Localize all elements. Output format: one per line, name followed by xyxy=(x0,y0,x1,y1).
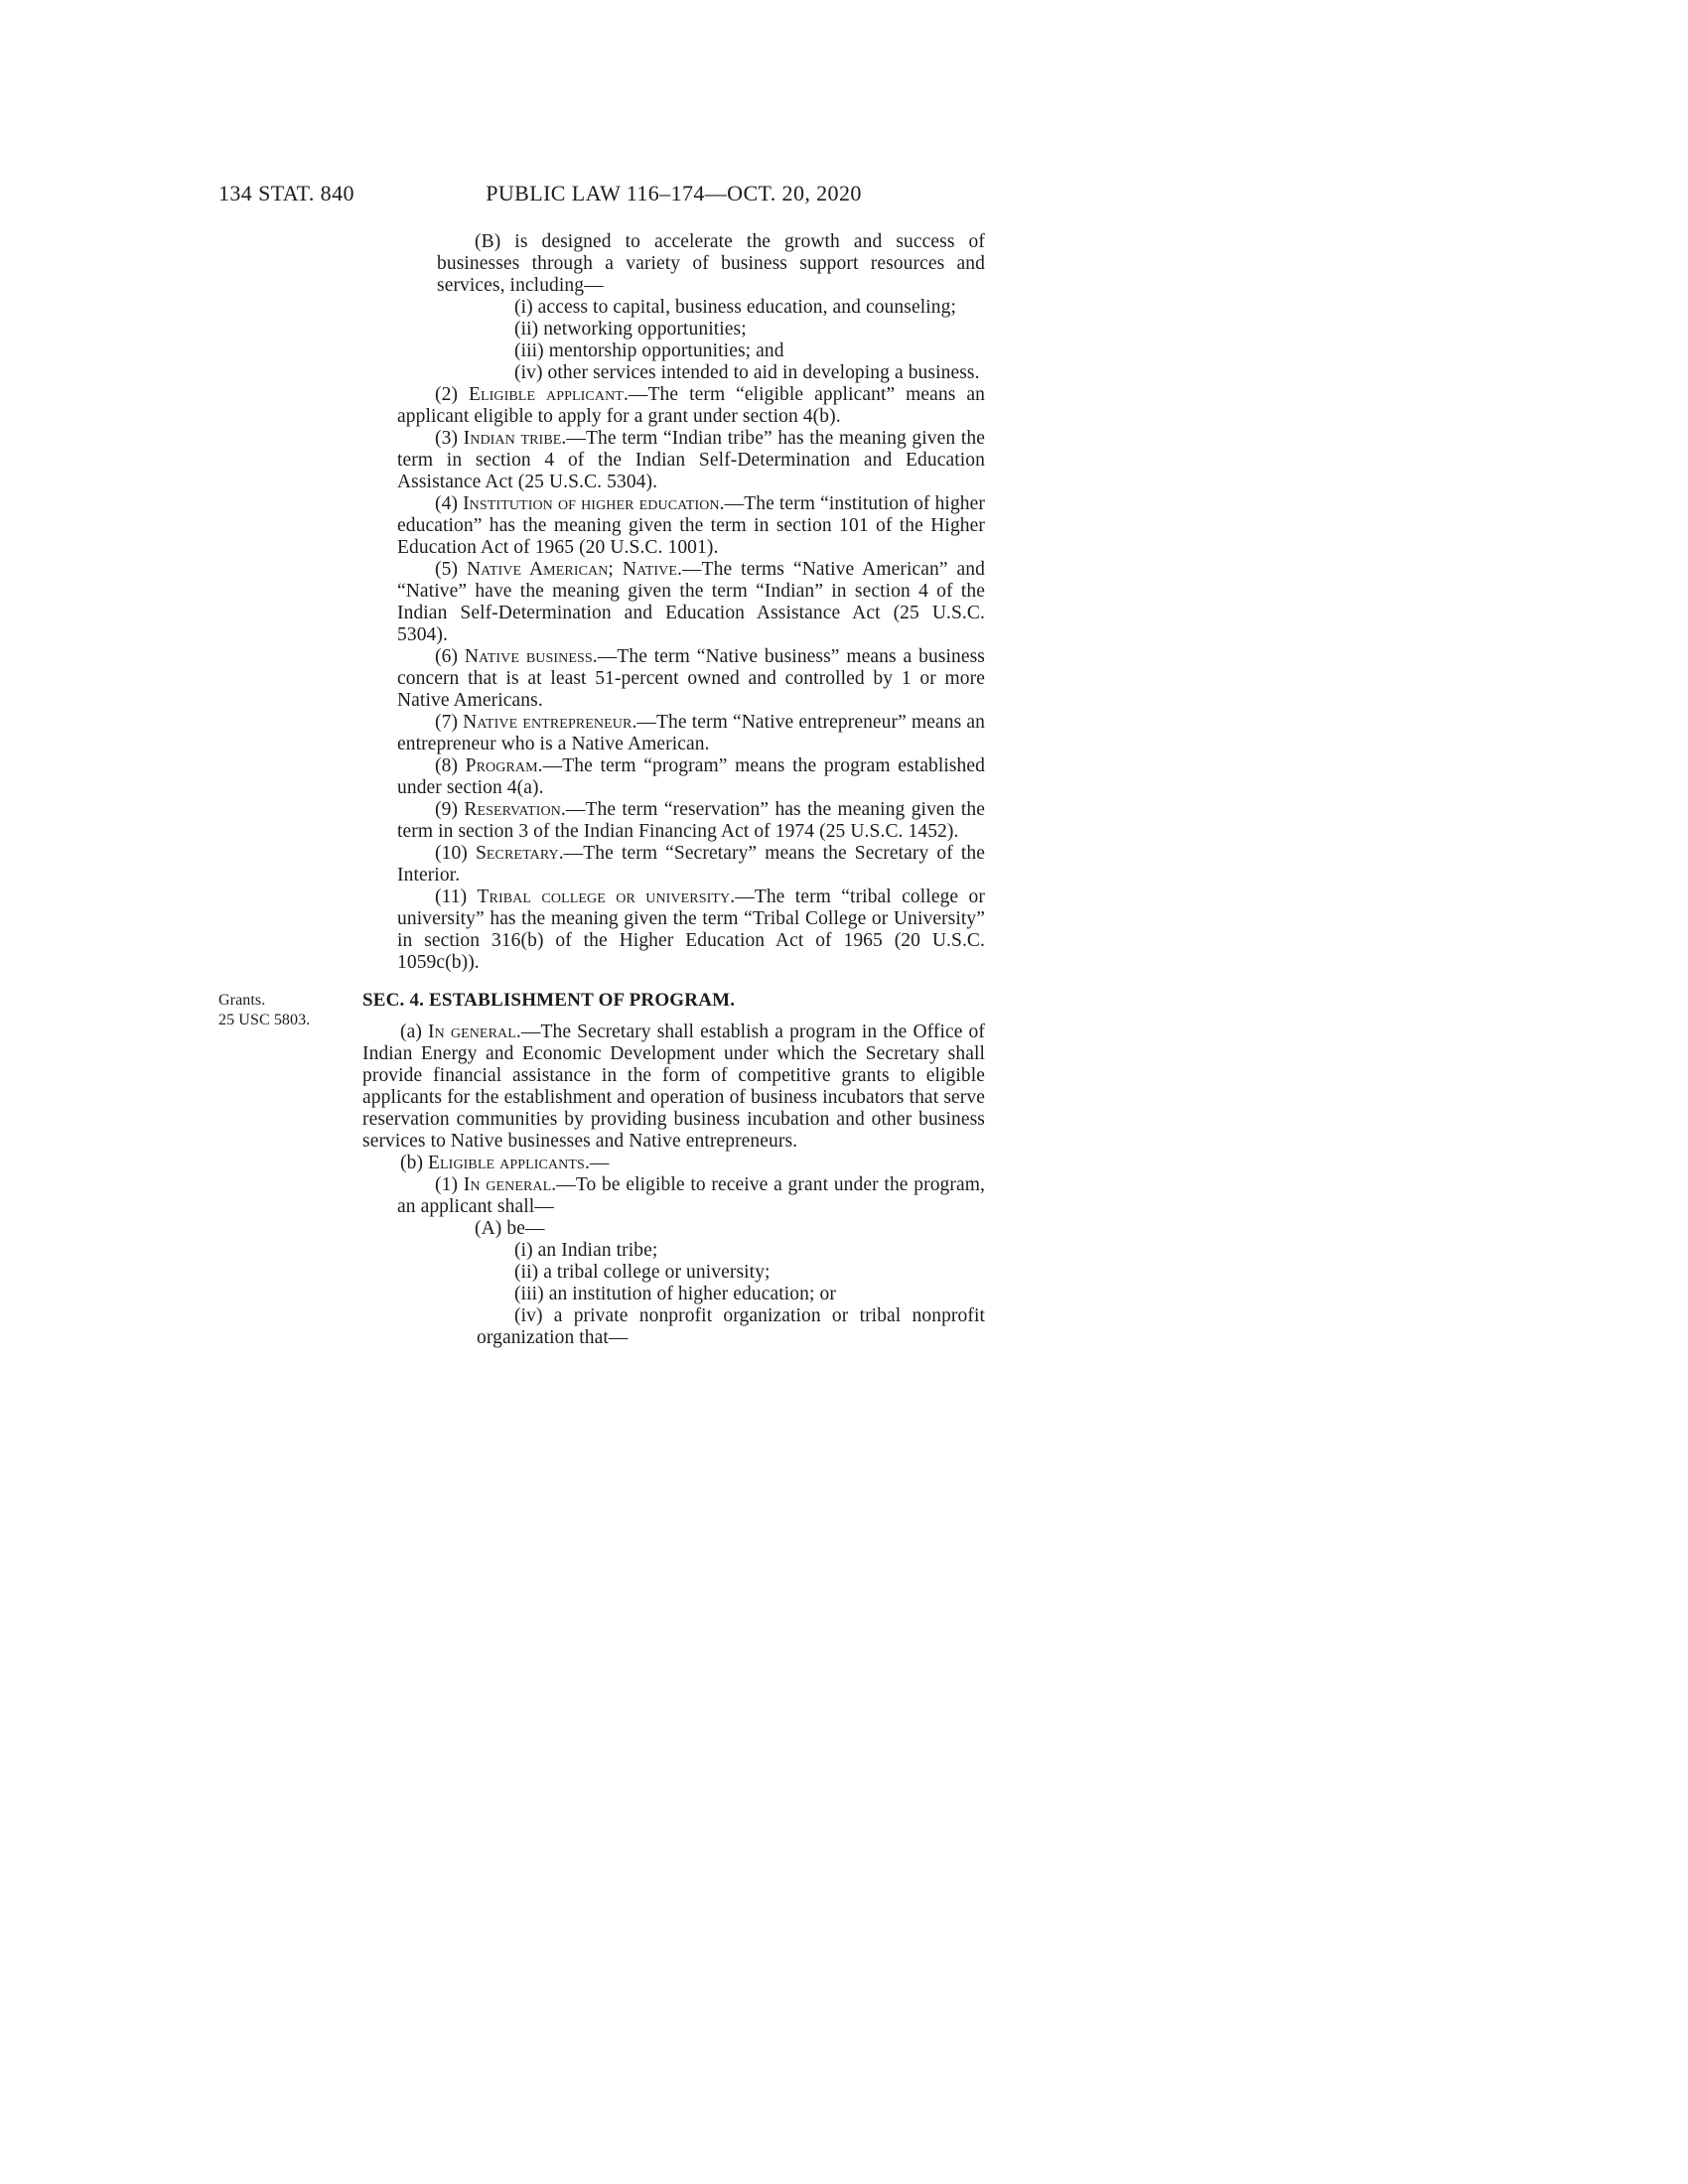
paragraph-text: (b) xyxy=(400,1153,429,1173)
paragraph-text: (11) xyxy=(435,887,478,907)
paragraph-text: (9) xyxy=(435,799,465,820)
paragraph-text: (a) xyxy=(400,1022,428,1042)
defined-term: Native business xyxy=(464,646,593,667)
paragraph-text: (5) xyxy=(435,559,467,580)
paragraph-text: .—The term “institution of higher education” has the meaning given the term in section 101 of the Higher Education Act of 1965 (20 U.S.C. 1001). xyxy=(397,493,985,558)
statute-paragraph xyxy=(362,1305,985,1349)
paragraph-text: (iii) an institution of higher education; or xyxy=(514,1284,836,1304)
statute-paragraph xyxy=(362,1153,985,1174)
paragraph-text: (4) xyxy=(435,493,464,514)
section-heading-text: SEC. 4. ESTABLISHMENT OF PROGRAM. xyxy=(362,990,736,1011)
statute-paragraph xyxy=(362,428,985,493)
paragraph-text: .—The term “reservation” has the meaning given the term in section 3 of the Indian Financing Act of 1974 (25 U.S.C. 1452). xyxy=(397,799,985,842)
statute-paragraph xyxy=(362,559,985,646)
paragraph-text: (8) xyxy=(435,755,466,776)
statute-paragraph xyxy=(362,1174,985,1218)
paragraph-text: (7) xyxy=(435,712,464,733)
paragraph-text: (1) xyxy=(435,1174,464,1195)
defined-term: Eligible applicant xyxy=(468,384,624,405)
statute-paragraph xyxy=(362,231,985,297)
defined-term: In general xyxy=(428,1022,516,1042)
statute-paragraph xyxy=(362,646,985,712)
paragraph-text: (i) an Indian tribe; xyxy=(514,1240,658,1261)
paragraph-text: (iii) mentorship opportunities; and xyxy=(514,341,784,361)
paragraph-text: .—The term “Indian tribe” has the meaning given the term in section 4 of the Indian Self-Determination and Education Assistance Act (25 U.S.C. 5304). xyxy=(397,428,985,492)
paragraph-text: (ii) a tribal college or university; xyxy=(514,1262,771,1283)
paragraph-text: .—The term “Native business” means a business concern that is at least 51-percent owned and controlled by 1 or more Native Americans. xyxy=(397,646,985,711)
paragraph-text: (6) xyxy=(435,646,465,667)
statute-paragraph xyxy=(362,1022,985,1153)
defined-term: In general xyxy=(463,1174,552,1195)
paragraph-text: .—The term “tribal college or university” has the meaning given the term “Tribal College or University” in section 316(b) of the Higher Education Act of 1965 (20 U.S.C. 1059c(b)). xyxy=(397,887,985,973)
paragraph-text: (iv) other services intended to aid in developing a business. xyxy=(514,362,980,383)
paragraph-text: (ii) networking opportunities; xyxy=(514,319,747,340)
defined-term: Secretary xyxy=(475,843,559,864)
statute-paragraph xyxy=(362,1240,985,1262)
paragraph-text: (i) access to capital, business education, and counseling; xyxy=(514,297,956,318)
paragraph-text: (A) be— xyxy=(475,1218,545,1239)
margin-note-line: Grants. xyxy=(218,992,266,1009)
paragraph-text: .—To be eligible to receive a grant under the program, an applicant shall— xyxy=(397,1174,985,1217)
paragraph-text: (2) xyxy=(435,384,469,405)
statute-paragraph xyxy=(362,384,985,428)
defined-term: Tribal college or university xyxy=(477,887,731,907)
statute-paragraph xyxy=(362,843,985,887)
statute-paragraph xyxy=(362,362,985,384)
paragraph-text: .—The term “program” means the program established under section 4(a). xyxy=(397,755,985,798)
statute-paragraph xyxy=(362,341,985,362)
paragraph-text: .—The terms “Native American” and “Native” have the meaning given the term “Indian” in section 4 of the Indian Self-Determination and Education Assistance Act (25 U.S.C. 5304). xyxy=(397,559,985,645)
paragraph-text: (3) xyxy=(435,428,464,449)
paragraph-text: .— xyxy=(584,1153,610,1173)
defined-term: Native entrepreneur xyxy=(463,712,633,733)
statute-paragraph xyxy=(362,493,985,559)
public-law-header: PUBLIC LAW 116–174—OCT. 20, 2020 xyxy=(486,181,862,205)
defined-term: Program xyxy=(465,755,538,776)
statute-paragraph xyxy=(362,755,985,799)
stat-page-number: 134 STAT. 840 xyxy=(218,181,354,205)
statute-paragraph xyxy=(362,799,985,843)
paragraph-text: .—The term “Native entrepreneur” means an entrepreneur who is a Native American. xyxy=(397,712,985,754)
statute-paragraph xyxy=(362,1284,985,1305)
margin-note xyxy=(218,991,355,1029)
section-heading xyxy=(218,990,985,1028)
paragraph-text: (iv) a private nonprofit organization or tribal nonprofit organization that— xyxy=(477,1305,985,1348)
defined-term: Institution of higher education xyxy=(463,493,720,514)
defined-term: Reservation xyxy=(464,799,561,820)
paragraph-text: (10) xyxy=(435,843,476,864)
paragraph-text: .—The term “Secretary” means the Secretary of the Interior. xyxy=(397,843,985,886)
statute-body xyxy=(218,231,986,1349)
statute-paragraph xyxy=(362,1218,985,1240)
margin-note-line: 25 USC 5803. xyxy=(218,1011,311,1028)
statute-paragraph xyxy=(362,1262,985,1284)
statute-paragraph xyxy=(362,712,985,755)
defined-term: Eligible applicants xyxy=(428,1153,585,1173)
paragraph-text: .—The Secretary shall establish a program in the Office of Indian Energy and Economic Development under which the Secretary shall provide financial assistance in the form of competitive grants to eligible applicants for the establishment and operation of business incubators that serve reservation communities by providing business incubation and other business services to Native businesses and Native entrepreneurs. xyxy=(362,1022,986,1152)
paragraph-text: (B) is designed to accelerate the growth and success of businesses through a variety of business support resources and services, including— xyxy=(437,231,985,296)
paragraph-text: .—The term “eligible applicant” means an applicant eligible to apply for a grant under section 4(b). xyxy=(397,384,985,427)
statute-paragraph xyxy=(362,297,985,319)
statute-paragraph xyxy=(362,887,985,974)
defined-term: Indian tribe xyxy=(463,428,562,449)
defined-term: Native American; Native xyxy=(467,559,678,580)
statute-paragraph xyxy=(362,319,985,341)
